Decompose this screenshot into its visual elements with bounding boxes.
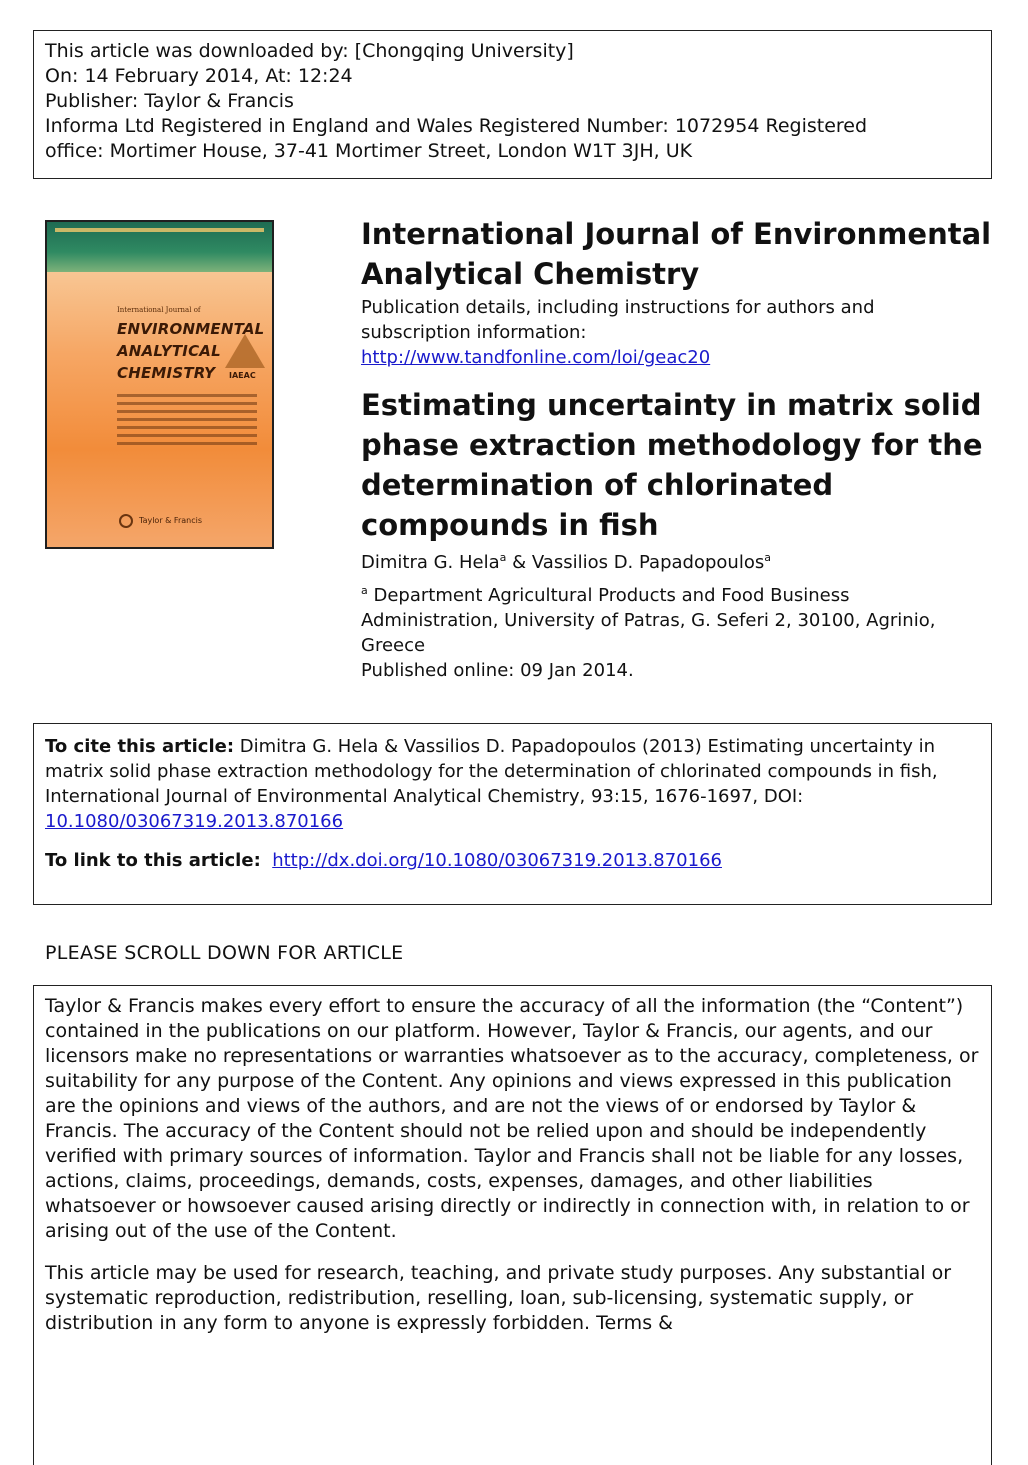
cover-title-line-3: CHEMISTRY bbox=[117, 364, 216, 382]
citation-box bbox=[33, 723, 992, 905]
citation-text: Dimitra G. Hela & Vassilios D. Papadopoulos (2013) Estimating uncertainty in matrix solid phase extraction methodology for the determination of chlorinated compounds in fish, International Journal of Environmental Analytical Chemistry, 93:15, 1676-1697, DOI: bbox=[45, 736, 938, 807]
cover-triangle-icon bbox=[225, 334, 265, 368]
disclaimer-paragraph-2: This article may be used for research, teaching, and private study purposes. Any substantial or systematic reproduction, redistribution, reselling, loan, sub-licensing, systematic supply, or distribution in any form to anyone is expressly forbidden. Terms & bbox=[45, 1262, 952, 1334]
download-notice-box bbox=[33, 30, 992, 179]
cover-org-text: IAEAC bbox=[229, 371, 256, 380]
author-1-affil-mark: a bbox=[499, 551, 507, 564]
citation-label: To cite this article: bbox=[45, 736, 235, 757]
cover-series-text: International Journal of bbox=[117, 306, 201, 314]
publisher-logo-icon bbox=[119, 514, 133, 528]
link-label: To link to this article: bbox=[45, 850, 261, 871]
download-line-3: Publisher: Taylor & Francis bbox=[45, 90, 294, 112]
author-2-affil-mark: a bbox=[764, 551, 771, 564]
author-2: Vassilios D. Papadopoulos bbox=[531, 552, 765, 573]
scroll-notice: PLEASE SCROLL DOWN FOR ARTICLE bbox=[45, 942, 404, 964]
article-title: Estimating uncertainty in matrix solid phase extraction methodology for the determination of chlorinated compounds in fish bbox=[361, 388, 983, 542]
disclaimer-paragraph-1: Taylor & Francis makes every effort to ensure the accuracy of all the information (the “Content”) contained in the publications on our platform. However, Taylor & Francis, our agents, and our licensors make no representations or warranties whatsoever as to the accuracy, completeness, or suitability for any purpose of the Content. Any opinions and views expressed in this publication are the opinions and views of the authors, and are not the views of or endorsed by Taylor & Francis. The accuracy of the Content should not be relied upon and should be independently verified with primary sources of information. Taylor and Francis shall not be liable for any losses, actions, claims, proceedings, demands, costs, expenses, damages, and other liabilities whatsoever or howsoever caused arising directly or indirectly in connection with, in relation to or arising out of the use of the Content. bbox=[45, 995, 979, 1242]
affiliation-block bbox=[361, 583, 981, 683]
author-1: Dimitra G. Hela bbox=[361, 552, 500, 573]
journal-cover-image bbox=[45, 220, 274, 549]
cover-title-line-1: ENVIRONMENTAL bbox=[117, 320, 265, 338]
cover-title-line-2: ANALYTICAL bbox=[117, 342, 221, 360]
authors bbox=[361, 550, 981, 575]
cover-text-lines bbox=[117, 394, 257, 450]
disclaimer-box bbox=[33, 985, 992, 1465]
affiliation-text: Department Agricultural Products and Food Business Administration, University of Patras, G. Seferi 2, 30100, Agrinio, Greece bbox=[361, 585, 936, 656]
journal-url-link[interactable]: http://www.tandfonline.com/loi/geac20 bbox=[361, 347, 711, 368]
publication-details-text: Publication details, including instructions for authors and subscription information: bbox=[361, 297, 875, 343]
publication-details bbox=[361, 295, 981, 370]
article-link-row bbox=[45, 848, 980, 873]
article-url-link[interactable]: http://dx.doi.org/10.1080/03067319.2013.870166 bbox=[272, 850, 722, 871]
download-line-2: On: 14 February 2014, At: 12:24 bbox=[45, 65, 353, 87]
doi-link[interactable]: 10.1080/03067319.2013.870166 bbox=[45, 811, 344, 832]
affiliation-mark: a bbox=[361, 584, 368, 597]
citation-paragraph bbox=[45, 734, 980, 834]
cover-top-line bbox=[55, 228, 264, 232]
published-online: Published online: 09 Jan 2014. bbox=[361, 660, 634, 681]
download-line-4: Informa Ltd Registered in England and Wales Registered Number: 1072954 Registered bbox=[45, 115, 868, 137]
author-separator: & bbox=[506, 552, 532, 573]
cover-publisher-text: Taylor & Francis bbox=[139, 516, 202, 525]
download-line-1: This article was downloaded by: [Chongqing University] bbox=[45, 40, 574, 62]
download-line-5: office: Mortimer House, 37-41 Mortimer Street, London W1T 3JH, UK bbox=[45, 140, 693, 162]
journal-title: International Journal of Environmental Analytical Chemistry bbox=[361, 217, 992, 291]
